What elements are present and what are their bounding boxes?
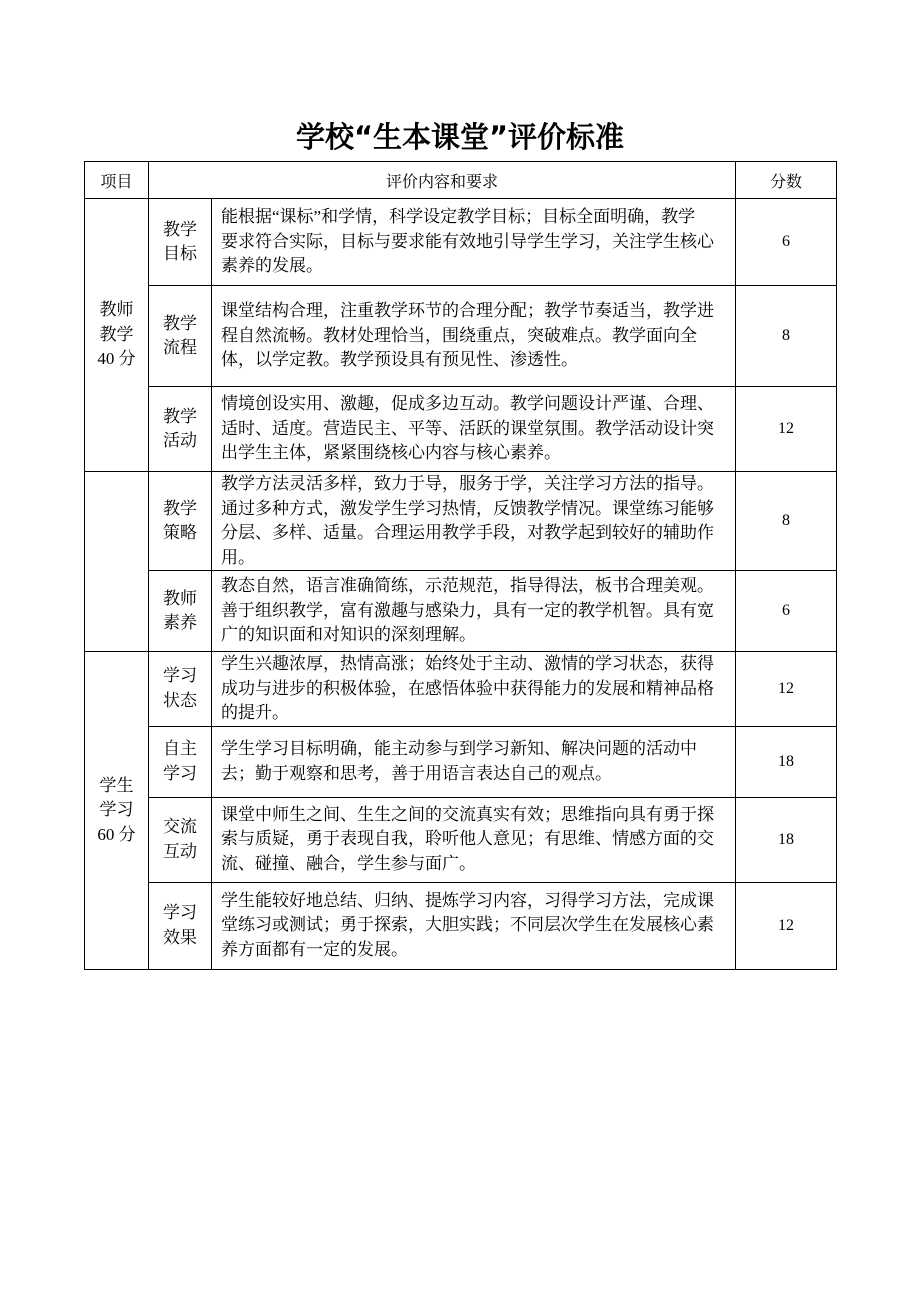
- table-row: [85, 472, 837, 571]
- header-item: 项目: [85, 162, 149, 199]
- score-value: 18: [736, 726, 837, 797]
- score-value: 12: [736, 882, 837, 969]
- score-value: 6: [736, 571, 837, 652]
- table-row: [85, 387, 837, 472]
- header-content: 评价内容和要求: [149, 162, 736, 199]
- criteria-text: 学生兴趣浓厚，热情高涨；始终处于主动、激情的学习状态，获得 成功与进步的积极体验，在感悟体验中获得能力的发展和精神品格 的提升。: [212, 652, 736, 727]
- group-label: 教师 教学 40 分: [85, 199, 149, 472]
- category-label: 教师 素养: [149, 571, 212, 652]
- criteria-text: 课堂中师生之间、生生之间的交流真实有效；思维指向具有勇于探 索与质疑，勇于表现自我，聆听他人意见；有思维、情感方面的交 流、碰撞、融合，学生参与面广。: [212, 797, 736, 882]
- criteria-text: 情境创设实用、激趣，促成多边互动。教学问题设计严谨、合理、 适时、适度。营造民主、平等、活跃的课堂氛围。教学活动设计突 出学生主体，紧紧围绕核心内容与核心素养。: [212, 387, 736, 472]
- criteria-text: 教态自然，语言准确简练，示范规范，指导得法，板书合理美观。 善于组织教学，富有激趣与感染力，具有一定的教学机智。具有宽 广的知识面和对知识的深刻理解。: [212, 571, 736, 652]
- group-label: 学生 学习 60 分: [85, 652, 149, 970]
- score-value: 6: [736, 199, 837, 286]
- table-row: [85, 286, 837, 387]
- criteria-text: 课堂结构合理，注重教学环节的合理分配；教学节奏适当，教学进 程自然流畅。教材处理恰当，围绕重点，突破难点。教学面向全 体，以学定教。教学预设具有预见性、渗透性。: [212, 286, 736, 387]
- score-value: 18: [736, 797, 837, 882]
- table-row: [85, 571, 837, 652]
- criteria-text: 教学方法灵活多样，致力于导，服务于学，关注学习方法的指导。 通过多种方式，激发学生学习热情，反馈教学情况。课堂练习能够 分层、多样、适量。合理运用教学手段，对教学起到较好的辅助作 用。: [212, 472, 736, 571]
- category-label: 教学 策略: [149, 472, 212, 571]
- group-label-empty: [85, 472, 149, 652]
- category-label: 学习 效果: [149, 882, 212, 969]
- category-label: 交流 互动: [149, 797, 212, 882]
- score-value: 12: [736, 387, 837, 472]
- score-value: 12: [736, 652, 837, 727]
- header-score: 分数: [736, 162, 837, 199]
- page-title: 学校“生本课堂”评价标准: [295, 120, 625, 154]
- category-label: 教学 目标: [149, 199, 212, 286]
- category-label: 学习 状态: [149, 652, 212, 727]
- category-label: 教学 流程: [149, 286, 212, 387]
- table-row: [85, 882, 837, 969]
- criteria-text: 能根据“课标”和学情，科学设定教学目标；目标全面明确，教学 要求符合实际，目标与要求能有效地引导学生学习，关注学生核心 素养的发展。: [212, 199, 736, 286]
- criteria-text: 学生能较好地总结、归纳、提炼学习内容，习得学习方法，完成课 堂练习或测试；勇于探索，大胆实践；不同层次学生在发展核心素 养方面都有一定的发展。: [212, 882, 736, 969]
- table-row: [85, 652, 837, 727]
- table-row: [85, 199, 837, 286]
- table-row: [85, 726, 837, 797]
- table-header-row: [85, 162, 837, 199]
- table-row: [85, 797, 837, 882]
- criteria-text: 学生学习目标明确，能主动参与到学习新知、解决问题的活动中 去；勤于观察和思考，善于用语言表达自己的观点。: [212, 726, 736, 797]
- category-label: 自主 学习: [149, 726, 212, 797]
- score-value: 8: [736, 472, 837, 571]
- category-label: 教学 活动: [149, 387, 212, 472]
- evaluation-table: [84, 161, 837, 970]
- score-value: 8: [736, 286, 837, 387]
